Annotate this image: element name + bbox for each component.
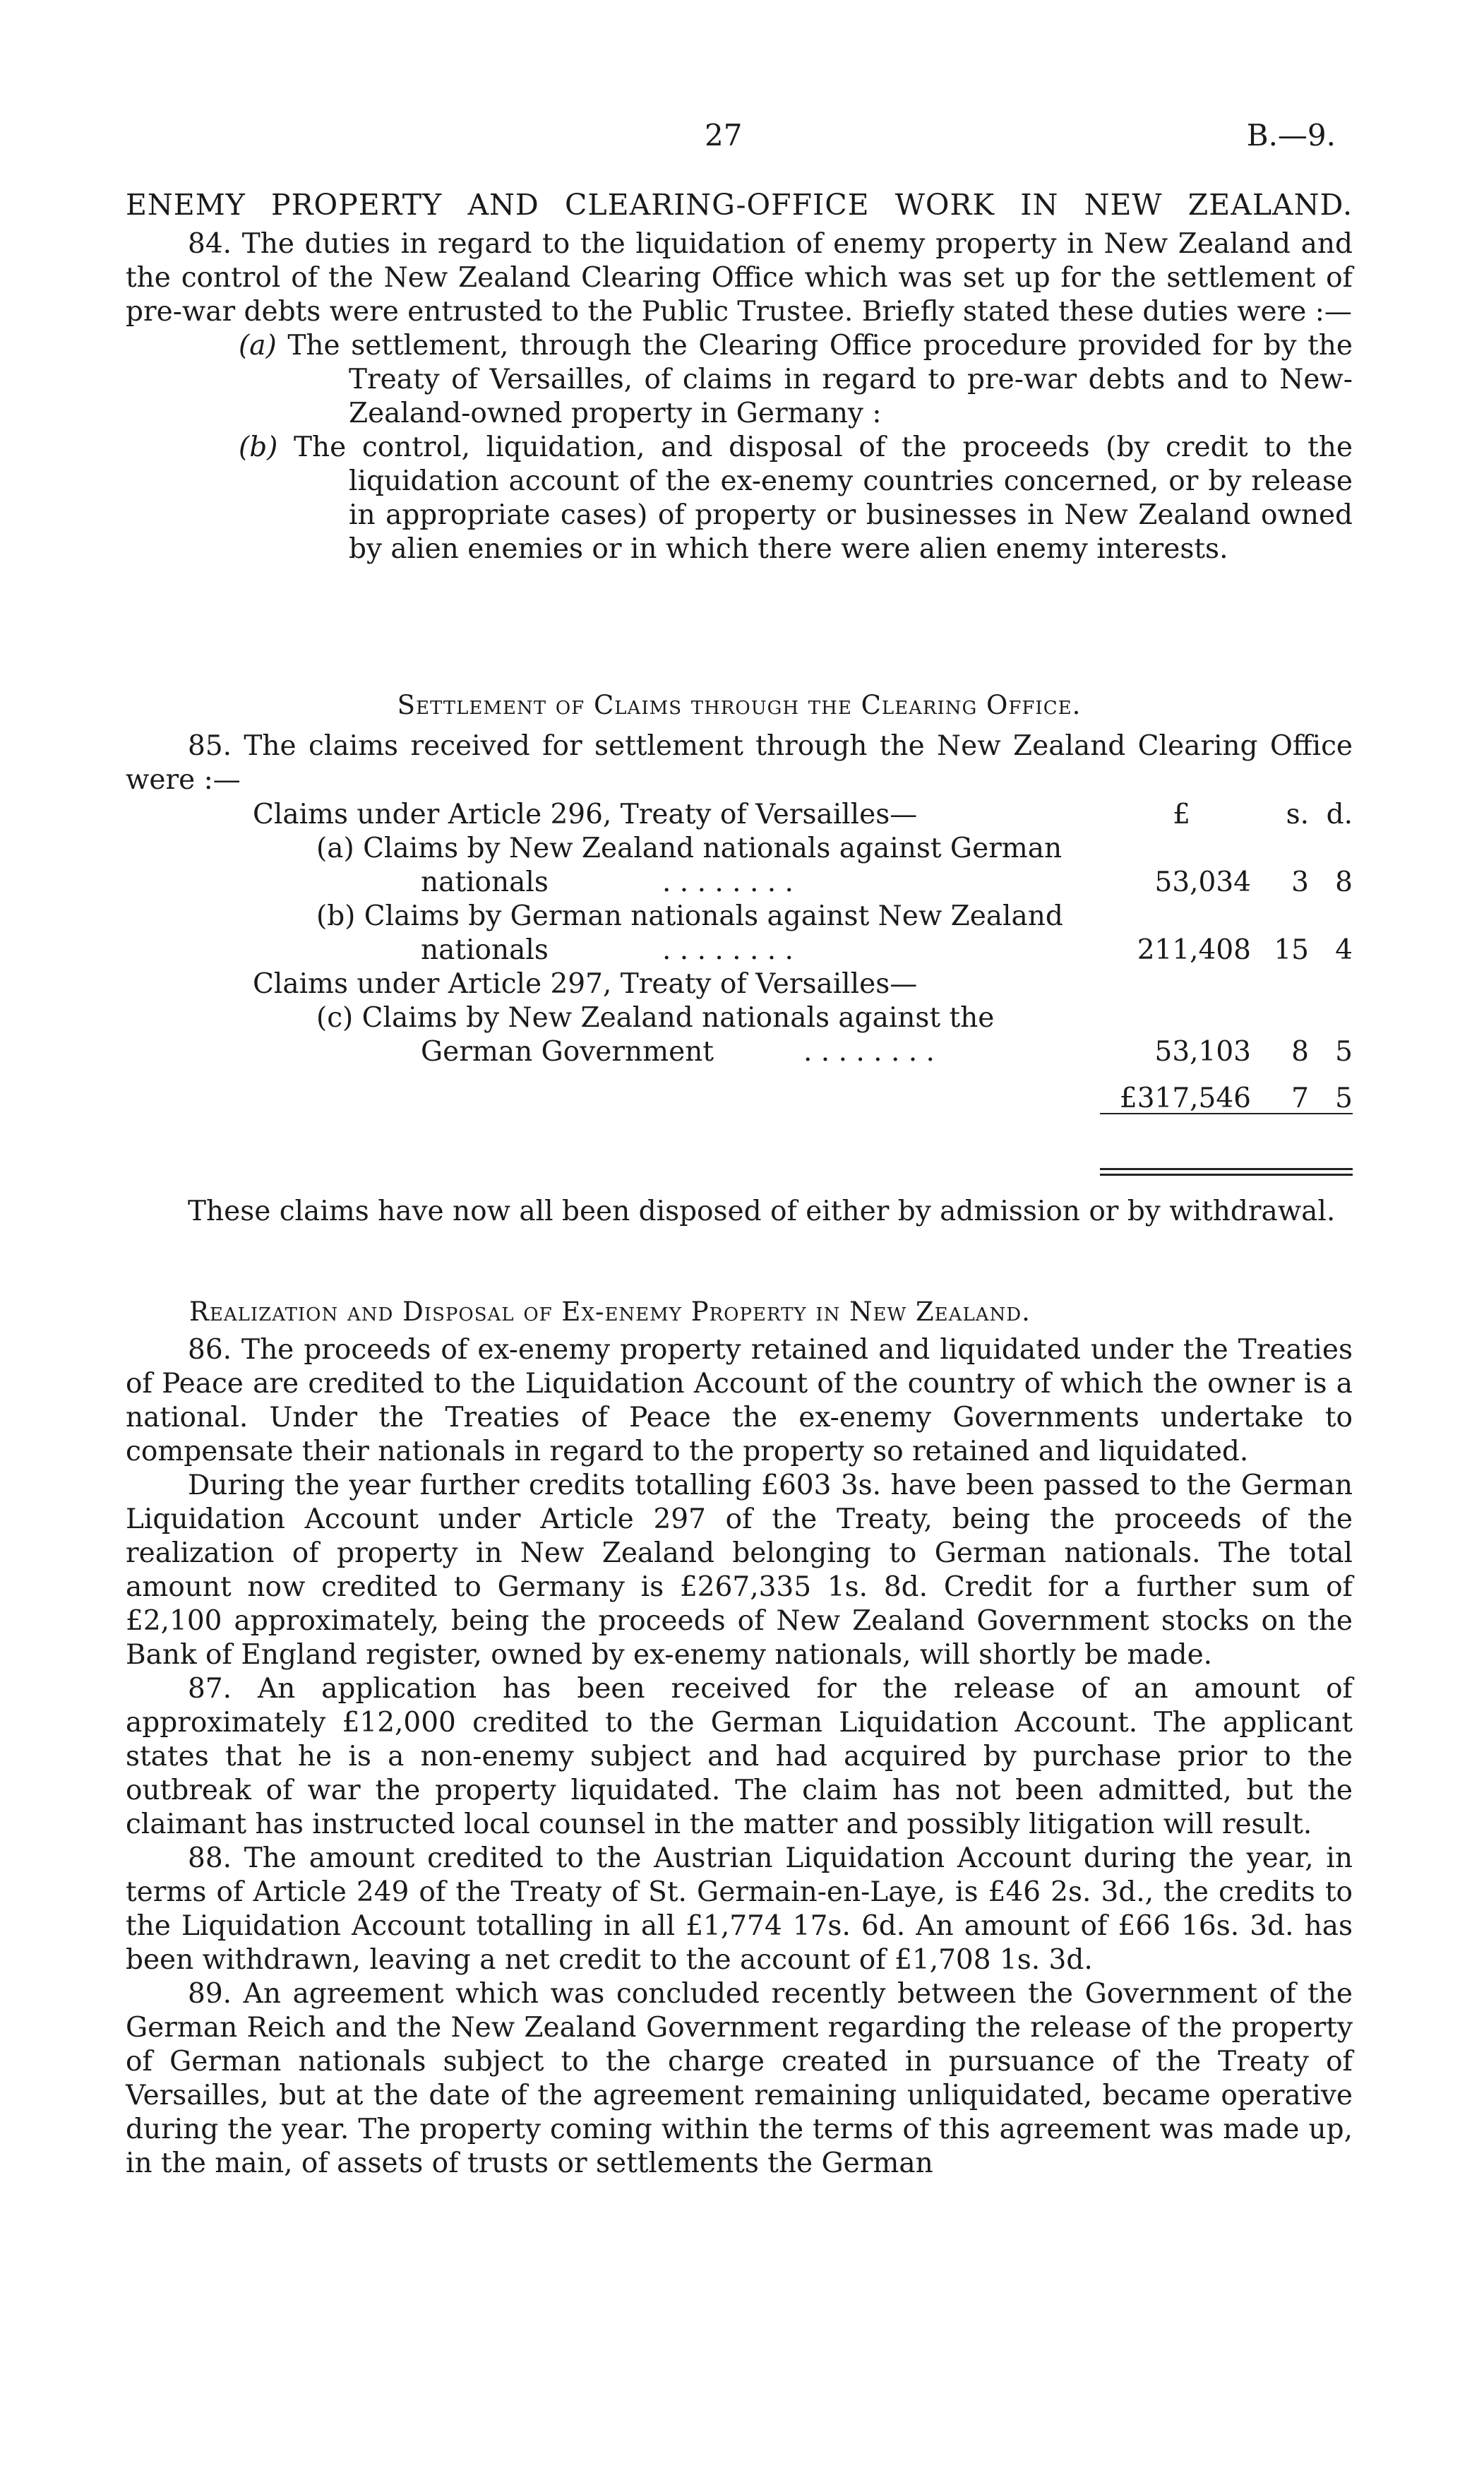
table-row bbox=[126, 1001, 1353, 1035]
claim-a-line2: nationals bbox=[421, 866, 549, 898]
leader-dots: . . . . . . . . bbox=[662, 934, 794, 966]
table-row bbox=[126, 934, 1353, 967]
heading-realization: Realization and Disposal of Ex-enemy Property in New Zealand. bbox=[189, 1297, 1031, 1327]
paragraphs-86-89 bbox=[126, 1333, 1353, 2181]
leader-dots: . . . . . . . . bbox=[662, 866, 794, 898]
leader-dots: . . . . . . . . bbox=[803, 1036, 935, 1068]
paragraph-89: 89. An agreement which was concluded recently between the Government of the German Reich and the New Zealand Government regarding the release of the property of German nationals subject to the charge created in pursuance of the Treaty of Versailles, but at the date of the agreement remaining unliquidated, became operative during the year. The property coming within the terms of this agreement was made up, in the main, of assets of trusts or settlements the German bbox=[126, 1978, 1353, 2179]
list-item-b bbox=[126, 431, 1353, 566]
claim-b-pence: 4 bbox=[1335, 934, 1353, 966]
paragraph-86: 86. The proceeds of ex-enemy property retained and liquidated under the Treaties of Peace are credited to the Liquidation Account of the country of which the owner is a national. Under the Treaties of Peace the ex-enemy Governments undertake to compensate their nationals in regard to the property so retained and liquidated. bbox=[126, 1334, 1353, 1467]
col-header-pounds: £ bbox=[1173, 799, 1190, 830]
claim-c-pounds: 53,103 bbox=[1154, 1036, 1251, 1068]
claim-b-shillings: 15 bbox=[1274, 934, 1309, 966]
heading-settlement: Settlement of Claims through the Clearing Office. bbox=[397, 690, 1082, 720]
paragraph-88: 88. The amount credited to the Austrian Liquidation Account during the year, in terms of Article 249 of the Treaty of St. Germain-en-Laye, is £46 2s. 3d., the credits to the Liquidation Account totalling in all £1,774 17s. 6d. An amount of £66 16s. 3d. has been withdrawn, leaving a net credit to the account of £1,708 1s. 3d. bbox=[126, 1842, 1353, 1976]
list-item-a-text: The settlement, through the Clearing Office procedure provided for by the Treaty of Versailles, of claims in regard to pre-war debts and to New-Zealand-owned property in Germany : bbox=[287, 330, 1353, 429]
paragraph-84 bbox=[126, 227, 1353, 566]
total-row bbox=[126, 1082, 1353, 1116]
claim-a-line1: (a) Claims by New Zealand nationals against German bbox=[316, 833, 1063, 864]
paragraph-87: 87. An application has been received for the release of an amount of approximately £12,000 credited to the German Liquidation Account. The applicant states that he is a non-enemy subject and had acquired by purchase prior to the outbreak of war the property liquidated. The claim has not been admitted, but the claimant has instructed local counsel in the matter and possibly litigation will result. bbox=[126, 1673, 1353, 1840]
table-row bbox=[126, 967, 1353, 1001]
table-row bbox=[126, 866, 1353, 900]
table-row bbox=[126, 798, 1353, 832]
list-item-a bbox=[126, 329, 1353, 431]
claim-c-line2: German Government bbox=[421, 1036, 714, 1068]
claim-b-pounds: 211,408 bbox=[1137, 934, 1251, 966]
table-row bbox=[126, 900, 1353, 934]
list-item-a-label: (a) bbox=[239, 330, 277, 362]
col-header-shillings: s. bbox=[1286, 799, 1309, 830]
total-pounds: £317,546 bbox=[1119, 1083, 1251, 1114]
total-pence: 5 bbox=[1335, 1083, 1353, 1114]
art296-heading: Claims under Article 296, Treaty of Versailles— bbox=[253, 799, 918, 830]
paragraph-86b: During the year further credits totalling £603 3s. have been passed to the German Liquidation Account under Article 297 of the Treaty, being the proceeds of the realization of property in New Zealand belonging to German nationals. The total amount now credited to Germany is £267,335 1s. 8d. Credit for a further sum of £2,100 approximately, being the proceeds of New Zealand Government stocks on the Bank of England register, owned by ex-enemy nationals, will shortly be made. bbox=[126, 1470, 1353, 1671]
total-double-rule-top bbox=[1100, 1168, 1353, 1170]
art297-heading: Claims under Article 297, Treaty of Versailles— bbox=[253, 968, 918, 1000]
table-row bbox=[126, 1035, 1353, 1069]
paragraph-85 bbox=[126, 729, 1353, 797]
claim-b-line2: nationals bbox=[421, 934, 549, 966]
claims-table bbox=[126, 798, 1353, 1116]
col-header-pence: d. bbox=[1326, 799, 1353, 830]
claim-a-pounds: 53,034 bbox=[1154, 866, 1251, 898]
paragraph-85-after-text: These claims have now all been disposed of either by admission or by withdrawal. bbox=[188, 1196, 1336, 1227]
claim-c-pence: 5 bbox=[1335, 1036, 1353, 1068]
page-number: 27 bbox=[705, 118, 743, 153]
list-item-b-label: (b) bbox=[239, 431, 278, 463]
paragraph-85-text: 85. The claims received for settlement through the New Zealand Clearing Office were :— bbox=[126, 730, 1353, 796]
claim-c-shillings: 8 bbox=[1291, 1036, 1309, 1068]
page-title: ENEMY PROPERTY AND CLEARING-OFFICE WORK IN NEW ZEALAND. bbox=[126, 188, 1353, 222]
claim-b-line1: (b) Claims by German nationals against New Zealand bbox=[316, 900, 1063, 932]
list-item-b-text: The control, liquidation, and disposal of the proceeds (by credit to the liquidation account of the ex-enemy countries concerned, or by release in appropriate cases) of property or businesses in New Zealand owned by alien enemies or in which there were alien enemy interests. bbox=[294, 431, 1353, 565]
claim-c-line1: (c) Claims by New Zealand nationals against the bbox=[316, 1002, 995, 1034]
total-shillings: 7 bbox=[1291, 1083, 1309, 1114]
claim-a-shillings: 3 bbox=[1291, 866, 1309, 898]
claim-a-pence: 8 bbox=[1335, 866, 1353, 898]
table-row bbox=[126, 832, 1353, 866]
paragraph-84-text: 84. The duties in regard to the liquidation of enemy property in New Zealand and the control of the New Zealand Clearing Office which was set up for the settlement of pre-war debts were entrusted to the Public Trustee. Briefly stated these duties were :— bbox=[126, 228, 1353, 328]
total-double-rule-bottom bbox=[1100, 1174, 1353, 1176]
paragraph-85-after bbox=[126, 1195, 1353, 1229]
report-reference: B.—9. bbox=[1246, 118, 1336, 153]
